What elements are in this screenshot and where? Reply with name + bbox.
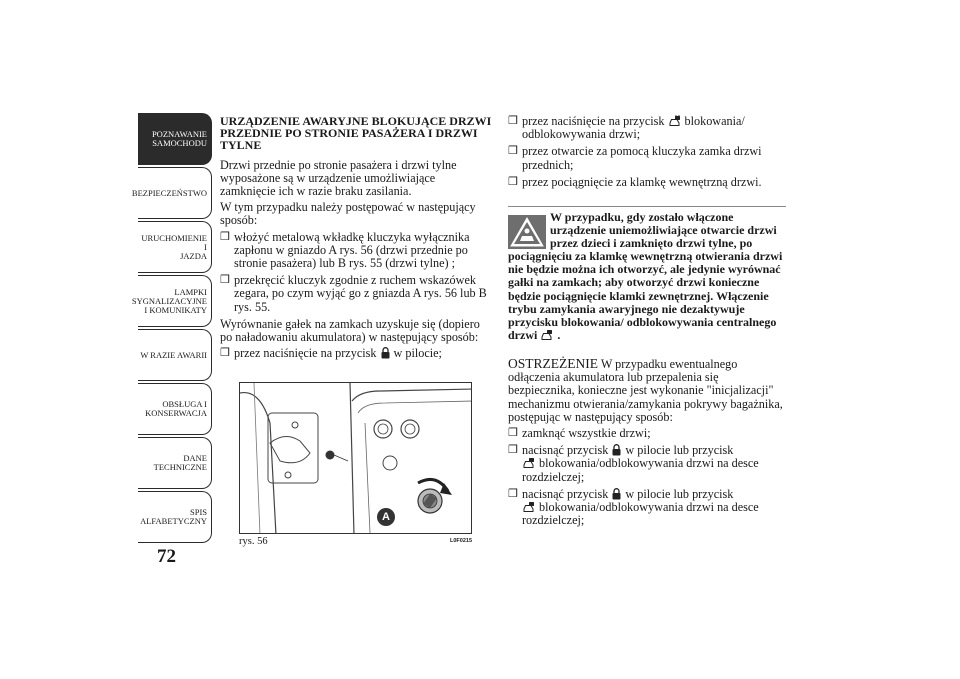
list-item <box>508 176 786 189</box>
warning-body: pociągnięciu za klamkę wewnętrzną otwierania drzwi nie będzie można ich otworzyć, ale jedynie wyrównać gałki na zamkach; aby otworzyć drzwi konieczne będzie pociągnięcie klamki zewnętrznej. Włączenie trybu zamykania awaryjnego nie dezaktywuje przycisku blokowania/ odblokowywania centralnego drzwi <box>508 249 783 342</box>
door-lock-illustration <box>240 383 472 534</box>
list-item <box>220 231 492 271</box>
list-item <box>508 488 786 528</box>
tab-uruchomienie-i-jazda[interactable]: URUCHOMIENIE I JAZDA <box>138 221 212 273</box>
list-item <box>508 427 786 440</box>
list-item-text: włożyć metalową wkładkę kluczyka wyłącznika zapłonu w gniazdo A rys. 56 (drzwi przednie po stronie pasażera) lub B rys. 55 (drzwi tylne) ; <box>234 229 470 271</box>
bullet-mark: ❒ <box>508 487 518 500</box>
list-item-text: zamknąć wszystkie drzwi; <box>522 425 651 440</box>
tab-obsluga-i-konserwacja[interactable]: OBSŁUGA I KONSERWACJA <box>138 383 212 435</box>
tab-lampki-sygnalizacyjne[interactable]: LAMPKI SYGNALIZACYJNE I KOMUNIKATY <box>138 275 212 327</box>
list-item-text: przez pociągnięcie za klamkę wewnętrzną drzwi. <box>522 174 762 189</box>
list-item-text: nacisnąć przycisk <box>522 486 609 501</box>
bullet-mark: ❒ <box>220 274 230 287</box>
list-item <box>508 145 786 171</box>
car-lock-icon <box>523 457 535 469</box>
car-lock-icon <box>523 501 535 513</box>
paragraph-alignment: Wyrównanie gałek na zamkach uzyskuje się (dopiero po naładowaniu akumulatora) w następujący sposób: <box>220 316 480 345</box>
list-item-text: nacisnąć przycisk <box>522 443 609 458</box>
list-item <box>220 274 492 314</box>
list-item-text: przez naciśnięcie na przycisk <box>522 114 665 128</box>
page-number: 72 <box>157 546 176 567</box>
figure-code: L0F0215 <box>449 538 472 544</box>
bullet-mark: ❒ <box>220 347 230 360</box>
padlock-icon <box>612 444 621 456</box>
warning-text <box>508 211 786 342</box>
bullet-mark: ❒ <box>508 175 518 188</box>
bullet-mark: ❒ <box>220 230 230 243</box>
list-item-text: przez otwarcie za pomocą kluczyka zamka drzwi przednich; <box>522 144 762 172</box>
caption-text: rys. 56 <box>239 536 268 547</box>
list-item-text: blokowania/ odblokowywania drzwi; <box>522 114 745 142</box>
car-lock-icon <box>541 329 553 341</box>
list-item-text: w pilocie lub przycisk <box>625 486 734 501</box>
bullet-mark: ❒ <box>508 444 518 457</box>
paragraph-intro: Drzwi przednie po stronie pasażera i drzwi tylne wyposażone są w urządzenie umożliwiające zamknięcie ich w razie braku zasilania. <box>220 157 457 199</box>
car-lock-icon <box>669 115 681 127</box>
tab-poznawanie-samochodu[interactable]: POZNAWANIE SAMOCHODU <box>138 113 212 165</box>
section-heading: URZĄDZENIE AWARYJNE BLOKUJĄCE DRZWI PRZEDNIE PO STRONIE PASAŻERA I DRZWI TYLNE <box>220 114 492 153</box>
list-item-text: w pilocie lub przycisk <box>625 443 734 458</box>
notice-title: OSTRZEŻENIE <box>508 355 598 371</box>
tab-w-razie-awarii[interactable]: W RAZIE AWARII <box>138 329 212 381</box>
notice-block <box>508 357 786 527</box>
tab-dane-techniczne[interactable]: DANE TECHNICZNE <box>138 437 212 489</box>
bullet-mark: ❒ <box>508 426 518 439</box>
warning-end: . <box>557 327 561 342</box>
warning-box <box>508 206 786 342</box>
list-item <box>508 444 786 484</box>
right-column <box>508 115 786 531</box>
tab-spis-alfabetyczny[interactable]: SPIS ALFABETYCZNY <box>138 491 212 543</box>
left-column <box>220 115 492 364</box>
bullet-mark: ❒ <box>508 145 518 158</box>
warning-child-icon <box>508 215 546 249</box>
list-item-text: w pilocie; <box>393 346 442 361</box>
list-item <box>508 115 786 141</box>
notice-text: W przypadku ewentualnego odłączenia akumulatora lub przepalenia się bezpiecznika, konieczne jest wykonanie "inicjalizacji" mechanizmu otwierania/zamykania pokrywy bagażnika, postępując w następujący sposób: <box>508 356 783 424</box>
tab-bezpieczenstwo[interactable]: BEZPIECZEŃSTWO <box>138 167 212 219</box>
padlock-icon <box>612 488 621 500</box>
list-item-text: przekręcić kluczyk zgodnie z ruchem wskazówek zegara, po czym wyjąć go z gniazda A rys. 56 lub B rys. 55. <box>234 273 487 314</box>
padlock-icon <box>381 347 390 359</box>
list-item-text: blokowania/odblokowywania drzwi na desce rozdzielczej; <box>522 456 759 484</box>
figure-caption <box>239 536 472 547</box>
bullet-mark: ❒ <box>508 115 518 127</box>
callout-label-a: A <box>377 508 395 526</box>
list-item-text: przez naciśnięcie na przycisk <box>234 346 377 361</box>
paragraph-procedure: W tym przypadku należy postępować w następujący sposób: <box>220 200 476 228</box>
figure-door-lock <box>239 382 472 534</box>
warning-lead: W przypadku, gdy zostało włączone urządzenie uniemożliwiające otwarcie drzwi przez dzieci i zamknięto drzwi tylne, po <box>550 210 777 251</box>
list-item <box>220 347 492 360</box>
list-item-text: blokowania/odblokowywania drzwi na desce rozdzielczej; <box>522 499 759 528</box>
